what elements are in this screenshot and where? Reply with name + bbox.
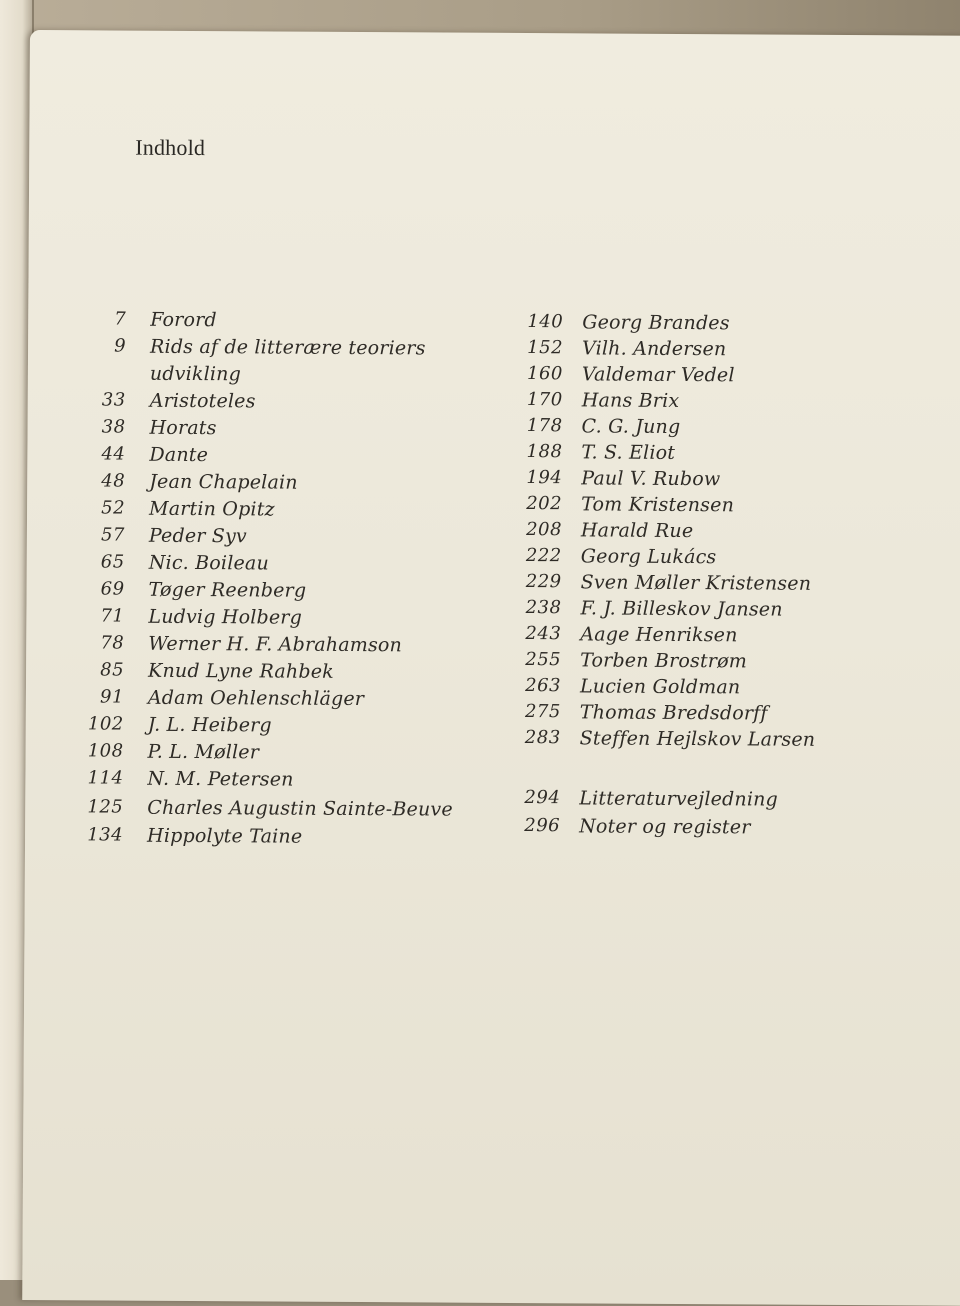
toc-entry-title: Lucien Goldman — [579, 675, 741, 699]
toc-page-number: 125 — [87, 796, 124, 818]
toc-page-number: 7 — [114, 308, 127, 330]
toc-page-number: 57 — [100, 524, 125, 546]
toc-page-number: 71 — [100, 605, 125, 627]
toc-entry-title: Valdemar Vedel — [581, 363, 735, 387]
toc-entry-title: Adam Oehlenschläger — [147, 686, 365, 711]
toc-page-number: 108 — [87, 740, 124, 762]
toc-entry-title: Martin Opitz — [149, 497, 275, 521]
toc-entry-title: udvikling — [149, 362, 242, 386]
toc-entry-title: Hans Brix — [581, 389, 680, 412]
toc-page-number: 275 — [524, 701, 561, 723]
toc-entry-title: Jean Chapelain — [149, 470, 298, 494]
toc-page-number: 52 — [101, 497, 126, 519]
toc-page-number: 48 — [101, 470, 126, 492]
toc-page-number: 114 — [87, 767, 124, 789]
toc-entry-title: Dante — [149, 443, 209, 467]
toc-entry-title: N. M. Petersen — [147, 767, 294, 791]
toc-page-number: 170 — [526, 389, 563, 411]
toc-entry-title: Torben Brostrøm — [580, 649, 748, 673]
toc-page-number: 202 — [526, 493, 563, 515]
toc-page-number: 188 — [526, 441, 563, 463]
toc-page-number: 152 — [527, 337, 564, 359]
toc-page-number: 140 — [527, 311, 564, 333]
toc-page-number: 222 — [525, 545, 562, 567]
toc-page-number: 283 — [524, 727, 561, 749]
toc-page-number: 91 — [99, 686, 124, 708]
toc-entry-title: Knud Lyne Rahbek — [148, 659, 334, 683]
toc-entry-title: Georg Brandes — [582, 311, 730, 335]
toc-page-number: 65 — [100, 551, 125, 573]
toc-page-number: 229 — [525, 571, 562, 593]
toc-page-number: 263 — [525, 675, 562, 697]
toc-entry-title: Georg Lukács — [580, 545, 717, 569]
toc-page-number: 102 — [87, 713, 124, 735]
toc-page-number: 296 — [524, 815, 561, 837]
toc-entry-title: Aage Henriksen — [580, 623, 738, 647]
toc-entry-title: Aristoteles — [149, 389, 256, 413]
toc-entry-title: Thomas Bredsdorff — [579, 701, 768, 725]
toc-page-number: 178 — [526, 415, 563, 437]
toc-page-number: 44 — [101, 443, 126, 465]
toc-entry-title: Horats — [149, 416, 217, 440]
toc-entry-title: P. L. Møller — [147, 740, 260, 764]
toc-page-number: 255 — [525, 649, 562, 671]
toc-entry-title: T. S. Eliot — [581, 441, 676, 464]
toc-page-number: 38 — [101, 416, 126, 438]
toc-page-number: 160 — [526, 363, 563, 385]
toc-entry-title: Forord — [150, 308, 217, 332]
toc-page-number: 69 — [100, 578, 125, 600]
toc-entry-title: Harald Rue — [580, 519, 694, 543]
toc-entry-title: C. G. Jung — [581, 415, 681, 438]
toc-entry-title: Werner H. F. Abrahamson — [148, 632, 403, 657]
toc-page-number: 238 — [525, 597, 562, 619]
toc-page-number: 33 — [101, 389, 126, 411]
toc-entry-title: Sven Møller Kristensen — [580, 571, 812, 595]
toc-entry-title: Litteraturvejledning — [579, 787, 779, 811]
toc-entry-title: Tøger Reenberg — [148, 578, 307, 602]
toc-entry-title: Tom Kristensen — [581, 493, 735, 517]
toc-entry-title: Hippolyte Taine — [147, 824, 303, 848]
toc-entry-title: Steffen Hejlskov Larsen — [579, 727, 816, 751]
toc-entry-title: Ludvig Holberg — [148, 605, 303, 629]
toc-entry-title: Peder Syv — [148, 524, 247, 548]
toc-entry-title: Paul V. Rubow — [581, 467, 721, 491]
toc-entry-title: Rids af de litterære teoriers — [150, 335, 426, 360]
toc-entry-title: F. J. Billeskov Jansen — [580, 597, 783, 621]
toc-page-number: 194 — [526, 467, 563, 489]
toc-page-number: 78 — [100, 632, 125, 654]
page-title: Indhold — [135, 134, 206, 161]
toc-entry-title: Charles Augustin Sainte-Beuve — [147, 796, 453, 821]
toc-entry-title: Noter og register — [579, 815, 751, 839]
toc-page-number: 243 — [525, 623, 562, 645]
toc-page-number: 294 — [524, 787, 561, 809]
book-page — [22, 30, 960, 1306]
toc-page-number: 9 — [114, 335, 127, 357]
toc-entry-title: Vilh. Andersen — [581, 337, 727, 361]
toc-page-number: 134 — [87, 824, 124, 846]
toc-entry-title: J. L. Heiberg — [147, 713, 272, 737]
toc-page-number: 85 — [100, 659, 125, 681]
toc-page-number: 208 — [526, 519, 563, 541]
toc-entry-title: Nic. Boileau — [148, 551, 270, 575]
